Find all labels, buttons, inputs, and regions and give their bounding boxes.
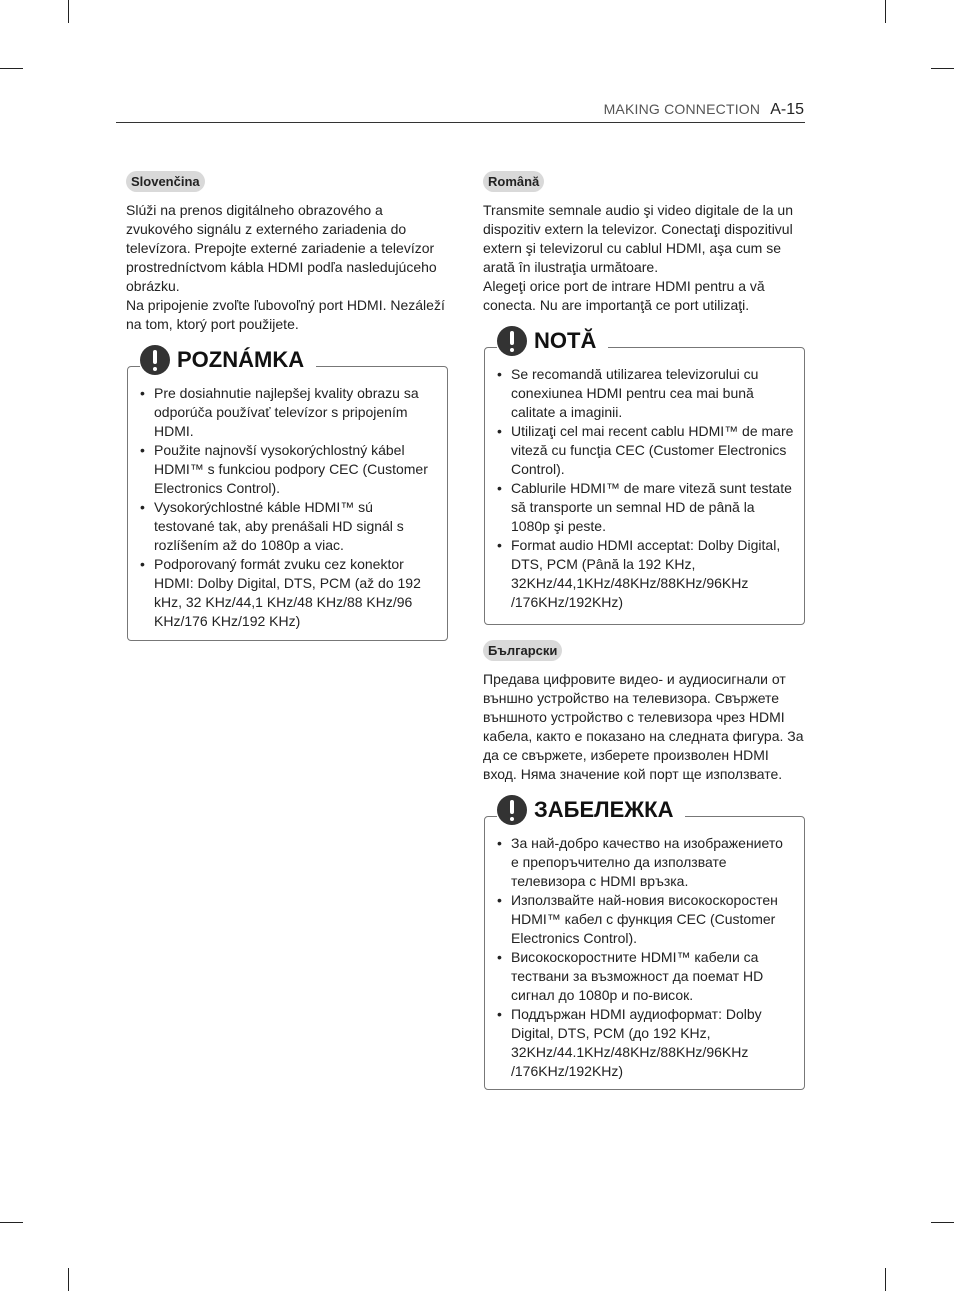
note-box-slovak <box>127 347 448 641</box>
list-item: • Format audio HDMI acceptat: Dolby Digital, DTS, PCM (Până la 192 KHz, 32KHz/44,1KHz/48KHz/88KHz/96KHz /176KHz/192KHz) <box>495 536 794 612</box>
language-tag: Română <box>483 171 544 192</box>
list-item: • За най-добро качество на изображението е препоръчително да използвате телевизора с HDMI връзка. <box>495 834 794 891</box>
list-item: • Použite najnovší vysokorýchlostný kábel HDMI™ s funkciou podpory CEC (Customer Electronics Control). <box>138 441 437 498</box>
list-item: • Pre dosiahnutie najlepšej kvality obrazu sa odporúča používať televízor s pripojením HDMI. <box>138 384 437 441</box>
note-header <box>497 326 608 356</box>
paragraph: Slúži na prenos digitálneho obrazového a zvukového signálu z externého zariadenia do televízora. Prepojte externé zariadenie a televízor prostredníctvom kábla HDMI podľa nasledujúceho obrázku. <box>126 202 437 294</box>
list-item: • Podporovaný formát zvuku cez konektor HDMI: Dolby Digital, DTS, PCM (až do 192 kHz, 32 KHz/44,1 KHz/48 KHz/88 KHz/96 KHz/176 KHz/192 KHz) <box>138 555 437 631</box>
crop-mark <box>885 1268 886 1291</box>
intro-text <box>483 201 804 315</box>
note-header <box>497 795 685 825</box>
note-box-bulgarian <box>484 797 805 1090</box>
list-item: • Vysokorýchlostné káble HDMI™ sú testované tak, aby prenášali HD signál s rozlíšením až do 1080p a viac. <box>138 498 437 555</box>
crop-mark <box>931 1222 954 1223</box>
paragraph: Alegeţi orice port de intrare HDMI pentru a vă conecta. Nu are importanţă ce port utilizaţi. <box>483 278 765 313</box>
exclamation-icon <box>497 326 527 356</box>
list-item: • Високоскоростните HDMI™ кабели са тествани за възможност да поемат HD сигнал до 1080p и по-висок. <box>495 948 794 1005</box>
list-item: • Se recomandă utilizarea televizorului cu conexiunea HDMI pentru cea mai bună calitate a imaginii. <box>495 365 794 422</box>
exclamation-icon <box>140 345 170 375</box>
crop-mark <box>0 68 23 69</box>
page-header <box>604 101 804 119</box>
crop-mark <box>0 1222 23 1223</box>
note-list <box>138 384 437 631</box>
list-item: • Използвайте най-новия високоскоростен HDMI™ кабел с функция CEC (Customer Electronics Control). <box>495 891 794 948</box>
list-item: • Поддържан HDMI аудиоформат: Dolby Digital, DTS, PCM (до 192 KHz, 32KHz/44.1KHz/48KHz/88KHz/96KHz /176KHz/192KHz) <box>495 1005 794 1081</box>
paragraph: Предава цифровите видео- и аудиосигнали от външно устройство на телевизора. Свържете външното устройство с телевизора чрез HDMI кабела, както е показано на следната фигура. За да се свържете, изберете произволен HDMI вход. Няма значение кой порт ще използвате. <box>483 671 804 782</box>
crop-mark <box>68 1268 69 1291</box>
note-list <box>495 834 794 1081</box>
note-title: POZNÁMKA <box>177 347 305 372</box>
crop-mark <box>931 68 954 69</box>
column-slovak <box>126 171 447 334</box>
column-bulgarian <box>483 640 804 784</box>
paragraph: Transmite semnale audio şi video digitale de la un dispozitiv extern la televizor. Conectaţi dispozitivul extern şi televizorul cu cablul HDMI, aşa cum se arată în ilustraţia următoare. <box>483 202 793 275</box>
crop-mark <box>68 0 69 23</box>
language-tag: Български <box>483 640 562 661</box>
column-romanian <box>483 171 804 315</box>
note-title: NOTĂ <box>534 328 597 353</box>
note-box-romanian <box>484 328 805 625</box>
intro-text <box>126 201 447 334</box>
header-rule <box>116 122 805 123</box>
crop-mark <box>885 0 886 23</box>
note-title: ЗАБЕЛЕЖКА <box>534 797 674 822</box>
page-number: A-15 <box>770 101 804 118</box>
list-item: • Utilizaţi cel mai recent cablu HDMI™ de mare viteză cu funcţia CEC (Customer Electronics Control). <box>495 422 794 479</box>
exclamation-icon <box>497 795 527 825</box>
intro-text <box>483 670 804 784</box>
language-tag: Slovenčina <box>126 171 205 192</box>
note-list <box>495 365 794 612</box>
paragraph: Na pripojenie zvoľte ľubovoľný port HDMI. Nezáleží na tom, ktorý port použijete. <box>126 297 445 332</box>
note-header <box>140 345 316 375</box>
section-title: MAKING CONNECTION <box>603 101 761 117</box>
list-item: • Cablurile HDMI™ de mare viteză sunt testate să transporte un semnal HD de până la 1080p şi peste. <box>495 479 794 536</box>
